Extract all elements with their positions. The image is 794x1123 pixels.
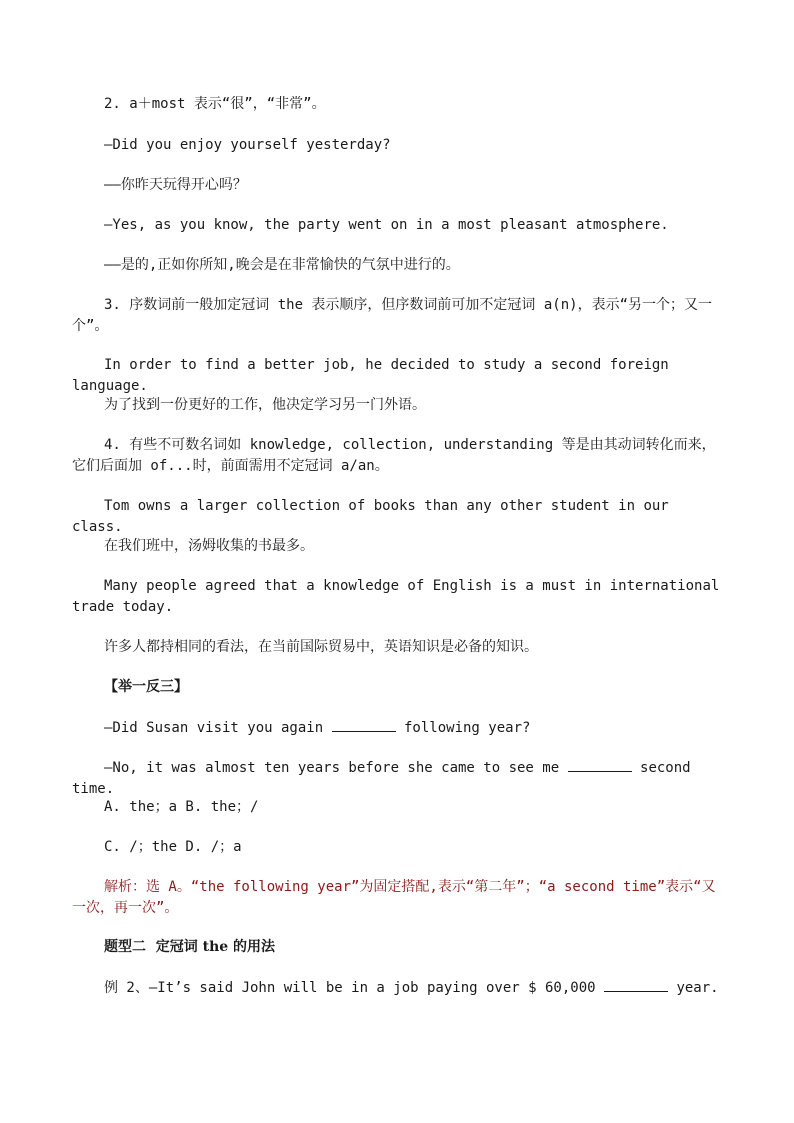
practice-answer-line	[72, 757, 722, 800]
question-text: —No, it was almost ten years before she came to see me	[104, 760, 568, 776]
question-text: —Did Susan visit you again	[104, 720, 332, 736]
example-answer-zh: ——是的,正如你所知,晚会是在非常愉快的气氛中进行的。	[104, 257, 460, 273]
question-text: 例 2、—It’s said John will be in a job paying over $ 60,000	[104, 980, 605, 996]
point-4-heading: 4. 有些不可数名词如 knowledge, collection, understanding 等是由其动词转化而来，它们后面加 of...时，前面需用不定冠词 a/an。	[72, 437, 716, 474]
example-sentence-en: In order to find a better job, he decided to study a second foreign language.	[72, 357, 678, 394]
answer-blank	[332, 717, 396, 732]
option-line: A. the；a B. the；/	[104, 799, 259, 815]
example-sentence-zh: 为了找到一份更好的工作，他决定学习另一门外语。	[104, 397, 426, 413]
example-question-en: —Did you enjoy yourself yesterday?	[104, 137, 391, 153]
section-title: 题型二 定冠词 the 的用法	[104, 939, 276, 955]
answer-explanation: 解析：选 A。“the following year”为固定搭配,表示“第二年”；“a second time”表示“又一次，再一次”。	[72, 879, 716, 916]
answer-blank	[568, 757, 632, 772]
answer-blank	[604, 977, 668, 992]
question-text: second time.	[72, 760, 700, 797]
example-sentence-en: Tom owns a larger collection of books than any other student in our class.	[72, 498, 678, 535]
practice-heading: 【举一反三】	[104, 679, 188, 695]
example-2-line	[72, 977, 722, 999]
point-2-heading: 2. a＋most 表示“很”，“非常”。	[104, 96, 326, 112]
practice-question-line	[72, 717, 722, 739]
point-3-heading: 3. 序数词前一般加定冠词 the 表示顺序，但序数词前可加不定冠词 a(n)，表示“另一个；又一个”。	[72, 297, 712, 334]
example-answer-en: —Yes, as you know, the party went on in a most pleasant atmosphere.	[104, 217, 669, 233]
example-question-zh: ——你昨天玩得开心吗？	[104, 177, 247, 193]
option-line: C. /；the D. /；a	[104, 839, 242, 855]
question-text: following year?	[395, 720, 531, 736]
question-text: year.	[668, 980, 719, 996]
example-sentence-zh: 在我们班中，汤姆收集的书最多。	[104, 538, 314, 554]
example-sentence-zh: 许多人都持相同的看法，在当前国际贸易中，英语知识是必备的知识。	[104, 639, 538, 655]
example-sentence-en: Many people agreed that a knowledge of English is a must in international trade today.	[72, 578, 728, 615]
